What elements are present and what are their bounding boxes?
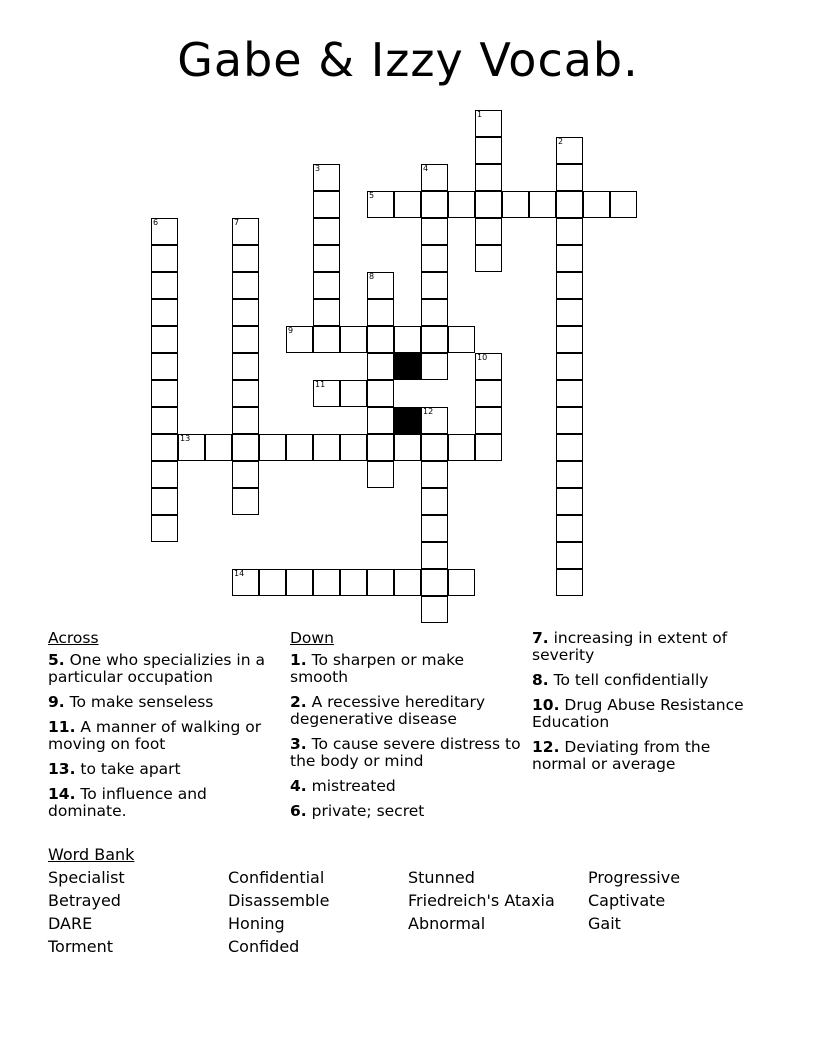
crossword-cell[interactable] bbox=[367, 353, 394, 380]
crossword-cell[interactable] bbox=[367, 299, 394, 326]
crossword-cell[interactable] bbox=[556, 191, 583, 218]
crossword-cell[interactable] bbox=[475, 137, 502, 164]
crossword-cell[interactable] bbox=[421, 218, 448, 245]
word-bank-item: Specialist bbox=[48, 868, 125, 887]
crossword-cell[interactable] bbox=[556, 488, 583, 515]
clue-item bbox=[290, 803, 526, 820]
word-bank-item: Progressive bbox=[588, 868, 681, 887]
word-bank-item: Friedreich's Ataxia bbox=[408, 891, 555, 910]
crossword-cell[interactable] bbox=[340, 326, 367, 353]
clue-number-label: 6. bbox=[290, 802, 307, 820]
crossword-cell[interactable] bbox=[151, 218, 178, 245]
clue-item bbox=[290, 778, 526, 795]
clue-number: 12 bbox=[423, 407, 434, 416]
crossword-cell[interactable] bbox=[475, 380, 502, 407]
clue-number-label: 1. bbox=[290, 651, 307, 669]
clue-number-label: 9. bbox=[48, 693, 65, 711]
clue-item bbox=[532, 672, 768, 689]
across-clue-list bbox=[48, 652, 278, 820]
crossword-cell[interactable] bbox=[556, 245, 583, 272]
word-bank-item: Stunned bbox=[408, 868, 475, 887]
crossword-cell[interactable] bbox=[313, 272, 340, 299]
crossword-cell[interactable] bbox=[232, 353, 259, 380]
crossword-cell[interactable] bbox=[367, 191, 394, 218]
crossword-cell[interactable] bbox=[286, 326, 313, 353]
crossword-cell[interactable] bbox=[394, 569, 421, 596]
crossword-cell[interactable] bbox=[556, 299, 583, 326]
clue-text: Deviating from the normal or average bbox=[532, 738, 711, 773]
crossword-cell[interactable] bbox=[151, 326, 178, 353]
crossword-cell[interactable] bbox=[151, 434, 178, 461]
crossword-cell[interactable] bbox=[421, 164, 448, 191]
clue-item bbox=[290, 652, 526, 686]
crossword-cell[interactable] bbox=[367, 272, 394, 299]
crossword-cell[interactable] bbox=[367, 434, 394, 461]
crossword-cell[interactable] bbox=[421, 488, 448, 515]
crossword-cell[interactable] bbox=[475, 218, 502, 245]
clue-text: increasing in extent of severity bbox=[532, 629, 728, 664]
crossword-cell[interactable] bbox=[556, 434, 583, 461]
crossword-cell[interactable] bbox=[340, 434, 367, 461]
crossword-cell[interactable] bbox=[421, 191, 448, 218]
crossword-cell[interactable] bbox=[556, 461, 583, 488]
crossword-cell[interactable] bbox=[313, 434, 340, 461]
crossword-cell[interactable] bbox=[313, 245, 340, 272]
crossword-cell[interactable] bbox=[151, 515, 178, 542]
crossword-cell[interactable] bbox=[394, 191, 421, 218]
clue-item bbox=[48, 694, 278, 711]
clue-number: 6 bbox=[153, 218, 159, 227]
clue-number: 14 bbox=[234, 569, 245, 578]
crossword-cell[interactable] bbox=[421, 299, 448, 326]
clue-text: A recessive hereditary degenerative disease bbox=[290, 693, 486, 728]
clue-number-label: 7. bbox=[532, 629, 549, 647]
crossword-cell[interactable] bbox=[151, 488, 178, 515]
clue-text: to take apart bbox=[75, 760, 181, 778]
clue-number-label: 4. bbox=[290, 777, 307, 795]
crossword-cell[interactable] bbox=[232, 299, 259, 326]
word-bank-item: Honing bbox=[228, 914, 285, 933]
crossword-cell[interactable] bbox=[475, 407, 502, 434]
crossword-cell[interactable] bbox=[556, 515, 583, 542]
crossword-cell[interactable] bbox=[583, 191, 610, 218]
word-bank-item: Betrayed bbox=[48, 891, 121, 910]
crossword-cell[interactable] bbox=[313, 299, 340, 326]
down-clue-list-continued bbox=[532, 630, 768, 773]
clue-text: private; secret bbox=[306, 802, 425, 820]
crossword-cell[interactable] bbox=[340, 569, 367, 596]
clue-number: 10 bbox=[477, 353, 488, 362]
clue-text: To sharpen or make smooth bbox=[290, 651, 465, 686]
crossword-cell[interactable] bbox=[313, 218, 340, 245]
crossword-cell[interactable] bbox=[421, 272, 448, 299]
clue-number-label: 8. bbox=[532, 671, 549, 689]
word-bank-grid bbox=[48, 868, 788, 956]
clue-item bbox=[48, 786, 278, 820]
crossword-cell[interactable] bbox=[232, 326, 259, 353]
word-bank-item: Confidential bbox=[228, 868, 325, 887]
crossword-cell[interactable] bbox=[475, 434, 502, 461]
word-bank-item: Abnormal bbox=[408, 914, 486, 933]
crossword-cell[interactable] bbox=[232, 245, 259, 272]
clue-number-label: 10. bbox=[532, 696, 560, 714]
word-bank-item: Confided bbox=[228, 937, 300, 956]
down-clue-list bbox=[290, 652, 526, 820]
clue-number: 5 bbox=[369, 191, 375, 200]
crossword-cell[interactable] bbox=[151, 461, 178, 488]
clue-text: To make senseless bbox=[64, 693, 214, 711]
crossword-cell[interactable] bbox=[475, 245, 502, 272]
crossword-cell[interactable] bbox=[313, 164, 340, 191]
clue-item bbox=[48, 761, 278, 778]
across-heading: Across bbox=[48, 629, 99, 647]
crossword-cell[interactable] bbox=[556, 569, 583, 596]
crossword-cell[interactable] bbox=[448, 326, 475, 353]
word-bank bbox=[48, 846, 788, 956]
crossword-cell[interactable] bbox=[421, 596, 448, 623]
crossword-cell[interactable] bbox=[232, 569, 259, 596]
crossword-cell[interactable] bbox=[421, 515, 448, 542]
clue-number: 4 bbox=[423, 164, 429, 173]
clue-text: Drug Abuse Resistance Education bbox=[532, 696, 744, 731]
crossword-cell[interactable] bbox=[259, 569, 286, 596]
clue-number-label: 3. bbox=[290, 735, 307, 753]
clue-item bbox=[532, 630, 768, 664]
down-clues bbox=[290, 630, 526, 828]
clue-number: 1 bbox=[477, 110, 483, 119]
crossword-cell[interactable] bbox=[421, 461, 448, 488]
crossword-cell[interactable] bbox=[313, 326, 340, 353]
crossword-cell[interactable] bbox=[367, 326, 394, 353]
across-clues bbox=[48, 630, 278, 828]
clue-number: 8 bbox=[369, 272, 375, 281]
clue-item bbox=[290, 736, 526, 770]
clue-number-label: 13. bbox=[48, 760, 76, 778]
crossword-cell[interactable] bbox=[205, 434, 232, 461]
clue-number-label: 11. bbox=[48, 718, 76, 736]
clue-item bbox=[532, 739, 768, 773]
crossword-cell[interactable] bbox=[475, 110, 502, 137]
crossword-cell[interactable] bbox=[448, 569, 475, 596]
crossword-cell[interactable] bbox=[286, 569, 313, 596]
black-square bbox=[394, 407, 421, 434]
clue-number: 9 bbox=[288, 326, 294, 335]
crossword-cell[interactable] bbox=[178, 434, 205, 461]
word-bank-item: Captivate bbox=[588, 891, 666, 910]
clue-item bbox=[532, 697, 768, 731]
crossword-cell[interactable] bbox=[475, 353, 502, 380]
word-bank-heading: Word Bank bbox=[48, 845, 135, 864]
crossword-cell[interactable] bbox=[556, 218, 583, 245]
word-bank-item: Torment bbox=[48, 937, 113, 956]
crossword-cell[interactable] bbox=[367, 569, 394, 596]
clue-item bbox=[48, 652, 278, 686]
crossword-cell[interactable] bbox=[367, 380, 394, 407]
crossword-cell[interactable] bbox=[151, 353, 178, 380]
down-clues-continued bbox=[532, 630, 768, 781]
crossword-cell[interactable] bbox=[556, 407, 583, 434]
crossword-cell[interactable] bbox=[151, 380, 178, 407]
crossword-cell[interactable] bbox=[340, 380, 367, 407]
word-bank-item: Disassemble bbox=[228, 891, 330, 910]
crossword-cell[interactable] bbox=[556, 164, 583, 191]
puzzle-title: Gabe & Izzy Vocab. bbox=[177, 33, 639, 87]
crossword-cell[interactable] bbox=[151, 245, 178, 272]
crossword-cell[interactable] bbox=[232, 380, 259, 407]
crossword-cell[interactable] bbox=[556, 353, 583, 380]
crossword-cell[interactable] bbox=[232, 272, 259, 299]
word-bank-item: Gait bbox=[588, 914, 621, 933]
crossword-cell[interactable] bbox=[421, 542, 448, 569]
crossword-cell[interactable] bbox=[448, 434, 475, 461]
clue-text: To influence and dominate. bbox=[48, 785, 207, 820]
clue-number: 2 bbox=[558, 137, 564, 146]
crossword-cell[interactable] bbox=[313, 380, 340, 407]
crossword-cell[interactable] bbox=[232, 461, 259, 488]
crossword-cell[interactable] bbox=[286, 434, 313, 461]
crossword-cell[interactable] bbox=[313, 569, 340, 596]
crossword-cell[interactable] bbox=[367, 407, 394, 434]
crossword-cell[interactable] bbox=[232, 488, 259, 515]
crossword-cell[interactable] bbox=[529, 191, 556, 218]
crossword-cell[interactable] bbox=[259, 434, 286, 461]
crossword-cell[interactable] bbox=[394, 434, 421, 461]
clue-text: A manner of walking or moving on foot bbox=[48, 718, 262, 753]
clue-number: 13 bbox=[180, 434, 191, 443]
crossword-cell[interactable] bbox=[151, 299, 178, 326]
crossword-cell[interactable] bbox=[475, 164, 502, 191]
crossword-cell[interactable] bbox=[151, 272, 178, 299]
crossword-cell[interactable] bbox=[421, 245, 448, 272]
clue-text: mistreated bbox=[306, 777, 396, 795]
crossword-cell[interactable] bbox=[610, 191, 637, 218]
clue-number: 7 bbox=[234, 218, 240, 227]
crossword-cell[interactable] bbox=[394, 326, 421, 353]
crossword-cell[interactable] bbox=[556, 137, 583, 164]
crossword-cell[interactable] bbox=[421, 569, 448, 596]
clue-text: To cause severe distress to the body or mind bbox=[290, 735, 521, 770]
crossword-cell[interactable] bbox=[475, 191, 502, 218]
clue-number-label: 14. bbox=[48, 785, 76, 803]
clue-item bbox=[290, 694, 526, 728]
clue-number-label: 5. bbox=[48, 651, 65, 669]
crossword-cell[interactable] bbox=[232, 218, 259, 245]
crossword-cell[interactable] bbox=[421, 434, 448, 461]
word-bank-item: DARE bbox=[48, 914, 93, 933]
clue-number-label: 2. bbox=[290, 693, 307, 711]
crossword-cell[interactable] bbox=[232, 434, 259, 461]
crossword-cell[interactable] bbox=[556, 380, 583, 407]
crossword-cell[interactable] bbox=[313, 191, 340, 218]
clue-item bbox=[48, 719, 278, 753]
down-heading: Down bbox=[290, 629, 334, 647]
crossword-cell[interactable] bbox=[502, 191, 529, 218]
crossword-cell[interactable] bbox=[556, 272, 583, 299]
clue-number: 11 bbox=[315, 380, 326, 389]
clue-number: 3 bbox=[315, 164, 321, 173]
crossword-cell[interactable] bbox=[421, 353, 448, 380]
clue-text: One who specializies in a particular occupation bbox=[48, 651, 265, 686]
crossword-cell[interactable] bbox=[556, 542, 583, 569]
crossword-cell[interactable] bbox=[232, 407, 259, 434]
crossword-cell[interactable] bbox=[421, 407, 448, 434]
clue-text: To tell confidentially bbox=[548, 671, 709, 689]
crossword-cell[interactable] bbox=[151, 407, 178, 434]
crossword-cell[interactable] bbox=[448, 191, 475, 218]
black-square bbox=[394, 353, 421, 380]
crossword-cell[interactable] bbox=[556, 326, 583, 353]
clue-number-label: 12. bbox=[532, 738, 560, 756]
crossword-cell[interactable] bbox=[421, 326, 448, 353]
crossword-cell[interactable] bbox=[367, 461, 394, 488]
